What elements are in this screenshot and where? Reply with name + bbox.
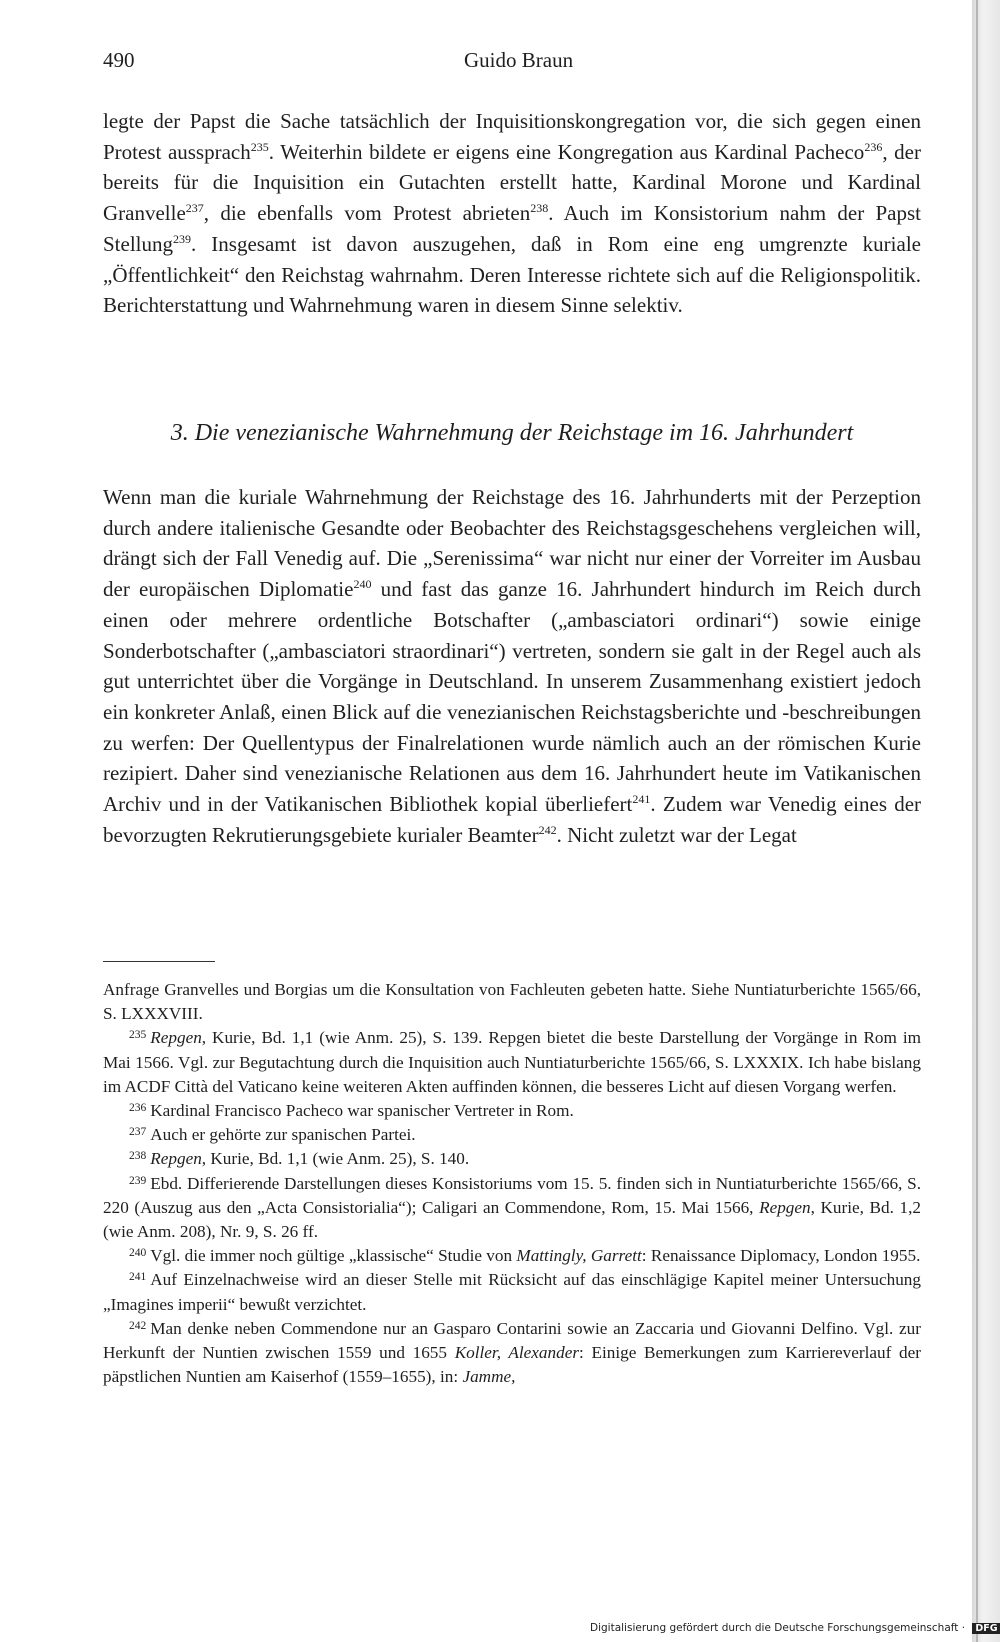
footnote (103, 1244, 921, 1268)
italic-run: Jamme, (462, 1367, 516, 1387)
footnote-number: 235 (129, 1029, 147, 1042)
footnotes (103, 978, 921, 1389)
footnote-number: 242 (129, 1319, 147, 1332)
section-paragraph (103, 482, 921, 850)
text-run: Auf Einzelnachweise wird an dieser Stelle mit Rücksicht auf das einschlägige Kapitel meiner Untersuchung „Imagines imperii“ bewußt verzichtet. (103, 1270, 921, 1314)
text-run: Vgl. die immer noch gültige „klassische“ Studie von (150, 1246, 517, 1266)
footnote-reference: 241 (632, 792, 651, 807)
running-head: Guido Braun (464, 48, 574, 72)
italic-run: Koller, Alexander (454, 1343, 580, 1363)
text-run: Wenn man die kuriale Wahrnehmung der Reichstage des 16. Jahrhunderts mit der Perzeption durch andere italienische Gesandte oder Beobachter des Reichstagsgeschehens vergleichen will, drängt sich der Fall Venedig auf. Die „Serenissima“ war nicht nur einer der Vorreiter im Ausbau der europäischen Diplomatie (103, 485, 921, 602)
credit-text: Digitalisierung gefördert durch die Deutsche Forschungsgemeinschaft · (590, 1622, 966, 1634)
footnote-number: 241 (129, 1271, 147, 1284)
text-run: Auch er gehörte zur spanischen Partei. (150, 1125, 416, 1145)
italic-run: Repgen (150, 1149, 202, 1169)
footnote-reference: 238 (530, 201, 549, 216)
footnote-number: 240 (129, 1247, 147, 1260)
text-run: : Einige Bemerkungen zum Karriereverlauf der päpstlichen Nuntien am Kaiserhof (1559–1655), in: (103, 1343, 921, 1387)
text-run: , die ebenfalls vom Protest abrieten (203, 201, 531, 226)
main-text (103, 106, 921, 321)
text-run: und fast das ganze 16. Jahrhundert hindurch im Reich durch einen oder mehrere ordentliche Botschafter („ambasciatori ordinari“) sowie einige Sonderbotschafter („ambasciatori straordinari“) vertreten, sondern sie galt in der Regel auch als gut unterrichtet über die Vorgänge in Deutschland. In unserem Zusammenhang existiert jedoch ein konkreter Anlaß, einen Blick auf die venezianischen Reichstagsberichte und -beschreibungen zu werfen: Der Quellentypus der Finalrelationen wurde nämlich auch an der römischen Kurie rezipiert. Daher sind venezianische Relationen aus dem 16. Jahrhundert heute im Vatikanischen Archiv und in der Vatikanischen Bibliothek kopial überliefert (103, 577, 921, 817)
footnote-reference: 239 (173, 231, 192, 246)
text-run: Ebd. Differierende Darstellungen dieses Konsistoriums vom 15. 5. finden sich in Nuntiaturberichte 1565/66, S. 220 (Auszug aus den „Acta Consistorialia“); Caligari an Commendone, Rom, 15. Mai 1566, (103, 1173, 921, 1217)
footnote (103, 978, 921, 1026)
dfg-logo: DFG (972, 1623, 1000, 1634)
page-number: 490 (103, 48, 135, 72)
footnote (103, 1147, 921, 1171)
footnote (103, 1123, 921, 1147)
text-run: legte der Papst die Sache tatsächlich der Inquisitionskongregation vor, die sich gegen einen Protest aussprach (103, 109, 921, 164)
text-run: Man denke neben Commendone nur an Gasparo Contarini sowie an Zaccaria und Giovanni Delfino. Vgl. zur Herkunft der Nuntien zwischen 1559 und 1655 (103, 1318, 921, 1363)
section-heading: 3. Die venezianische Wahrnehmung der Reichstage im 16. Jahrhundert (170, 420, 854, 446)
page-header (103, 48, 921, 76)
footnote-number: 236 (129, 1102, 147, 1115)
footnote (103, 1026, 921, 1099)
section-body (103, 482, 921, 850)
footnote (103, 1172, 921, 1245)
text-run: Kardinal Francisco Pacheco war spanischer Vertreter in Rom. (150, 1101, 574, 1121)
footnote-reference: 242 (538, 822, 557, 837)
footnote-number: 238 (129, 1150, 147, 1163)
italic-run: Mattingly, Garrett (516, 1246, 642, 1266)
text-run: . Nicht zuletzt war der Legat (556, 822, 797, 847)
text-run: , Kurie, Bd. 1,2 (wie Anm. 208), Nr. 9, S. 26 ff. (103, 1197, 921, 1242)
footnote (103, 1317, 921, 1390)
footnote-reference: 240 (353, 577, 372, 592)
page-edge-line (976, 0, 978, 1642)
footnote-reference: 237 (185, 201, 204, 216)
text-run: , Kurie, Bd. 1,1 (wie Anm. 25), S. 140. (201, 1149, 470, 1169)
digitization-credit (590, 1622, 1000, 1638)
text-run: : Renaissance Diplomacy, London 1955. (641, 1246, 921, 1266)
footnote-number: 237 (129, 1126, 147, 1139)
footnote (103, 1099, 921, 1123)
text-run: . Weiterhin bildete er eigens eine Kongregation aus Kardinal Pacheco (268, 139, 865, 164)
text-run: , Kurie, Bd. 1,1 (wie Anm. 25), S. 139. Repgen bietet die beste Darstellung der Vorgänge in Rom im Mai 1566. Vgl. zur Begutachtung durch die Inquisition auch Nuntiaturberichte 1565/66, S. LXXXIX. Ich habe bislang im ACDF Città del Vaticano keine weiteren Akten auffinden können, die besseres Licht auf diesen Vorgang werfen. (103, 1028, 921, 1096)
footnote-reference: 236 (864, 139, 883, 154)
paragraph-1 (103, 106, 921, 321)
italic-run: Repgen (759, 1197, 811, 1217)
text-run: . Auch im Konsistorium nahm der Papst Stellung (103, 201, 921, 256)
italic-run: Repgen (150, 1028, 202, 1048)
footnote (103, 1268, 921, 1316)
footnote-rule (103, 961, 215, 962)
text-run: , der bereits für die Inquisition ein Gutachten erstellt hatte, Kardinal Morone und Kardinal Granvelle (103, 139, 921, 226)
footnote-number: 239 (129, 1174, 147, 1187)
text-run: . Zudem war Venedig eines der bevorzugten Rekrutierungsgebiete kurialer Beamter (103, 792, 922, 847)
footnote-reference: 235 (250, 139, 269, 154)
text-run: Anfrage Granvelles und Borgias um die Konsultation von Fachleuten gebeten hatte. Siehe Nuntiaturberichte 1565/66, S. LXXXVIII. (103, 980, 921, 1024)
text-run: . Insgesamt ist davon auszugehen, daß in Rom eine eng umgrenzte kuriale „Öffentlichkeit“ den Reichstag wahrnahm. Deren Interesse richtete sich auf die Religionspolitik. Berichterstattung und Wahrnehmung waren in diesem Sinne selektiv. (103, 231, 921, 318)
